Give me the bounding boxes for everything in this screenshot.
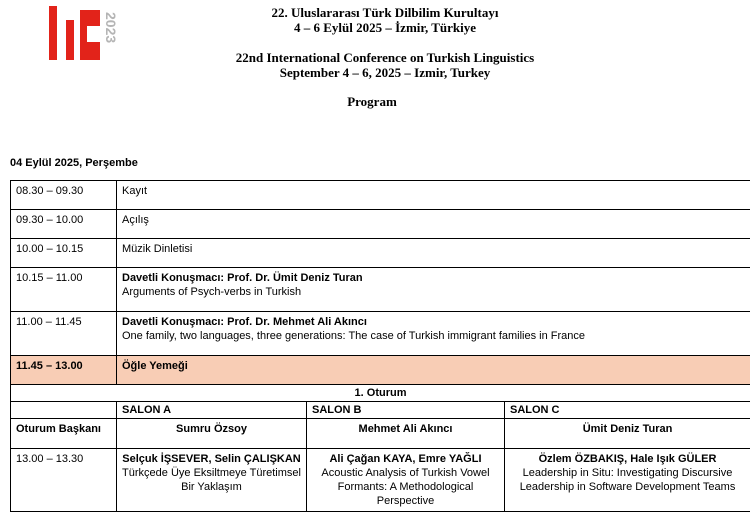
schedule-row	[11, 210, 750, 239]
schedule-row	[11, 181, 750, 210]
lunch-title: Öğle Yemeği	[117, 356, 750, 385]
talk-slot-row	[11, 449, 750, 512]
row-title: Müzik Dinletisi	[117, 239, 750, 268]
lunch-row	[11, 356, 750, 385]
header-en-title: 22nd International Conference on Turkish Linguistics	[235, 50, 535, 65]
logo-bar-mid	[66, 20, 74, 60]
talk-cell-b	[307, 449, 505, 512]
chair-label: Oturum Başkanı	[11, 419, 117, 449]
schedule-row	[11, 312, 750, 356]
chair-b: Mehmet Ali Akıncı	[307, 419, 505, 449]
hall-row-empty	[11, 402, 117, 419]
conference-logo	[46, 6, 124, 62]
speaker-title: Davetli Konuşmacı: Prof. Dr. Ümit Deniz Turan	[122, 272, 363, 284]
header-program: Program	[347, 94, 397, 109]
header-en-dates: September 4 – 6, 2025 – Izmir, Turkey	[279, 65, 491, 80]
talk-cell-a	[117, 449, 307, 512]
talk-title: Leadership in Situ: Investigating Discursive Leadership in Software Development Teams	[519, 467, 736, 493]
logo-bar-left	[49, 6, 57, 60]
logo-cut	[87, 26, 100, 42]
chair-c: Ümit Deniz Turan	[505, 419, 750, 449]
row-time: 11.00 – 11.45	[11, 312, 117, 356]
slot-time: 13.00 – 13.30	[11, 449, 117, 512]
row-time: 08.30 – 09.30	[11, 181, 117, 210]
speaker-title: Davetli Konuşmacı: Prof. Dr. Mehmet Ali Akıncı	[122, 316, 367, 328]
day-heading: 04 Eylül 2025, Perşembe	[10, 157, 138, 169]
talk-title: Türkçede Üye Eksiltmeye Türetimsel Bir Yaklaşım	[122, 467, 301, 493]
talk-cell-c	[505, 449, 750, 512]
row-content	[117, 268, 750, 312]
session-title-row	[11, 385, 750, 402]
header-tr-title: 22. Uluslararası Türk Dilbilim Kurultayı	[271, 5, 499, 20]
talk-authors: Selçuk İŞSEVER, Selin ÇALIŞKAN	[122, 453, 301, 465]
chair-row	[11, 419, 750, 449]
lunch-time: 11.45 – 13.00	[11, 356, 117, 385]
row-time: 09.30 – 10.00	[11, 210, 117, 239]
schedule-table	[10, 180, 750, 512]
row-content	[117, 312, 750, 356]
talk-title: Arguments of Psych-verbs in Turkish	[122, 286, 302, 298]
session-title: 1. Oturum	[11, 385, 750, 402]
row-time: 10.00 – 10.15	[11, 239, 117, 268]
hall-row	[11, 402, 750, 419]
header-tr-dates: 4 – 6 Eylül 2025 – İzmir, Türkiye	[293, 20, 477, 35]
logo-year: 2023	[103, 12, 119, 44]
hall-name-b: SALON B	[307, 402, 505, 419]
hall-name-a: SALON A	[117, 402, 307, 419]
talk-authors: Ali Çağan KAYA, Emre YAĞLI	[329, 453, 482, 465]
schedule-row	[11, 239, 750, 268]
row-title: Açılış	[117, 210, 750, 239]
chair-a: Sumru Özsoy	[117, 419, 307, 449]
schedule-row	[11, 268, 750, 312]
talk-authors: Özlem ÖZBAKIŞ, Hale Işık GÜLER	[538, 453, 717, 465]
talk-title: Acoustic Analysis of Turkish Vowel Formants: A Methodological Perspective	[321, 467, 490, 507]
hall-name-c: SALON C	[505, 402, 750, 419]
talk-title: One family, two languages, three generations: The case of Turkish immigrant families in France	[122, 330, 586, 342]
row-time: 10.15 – 11.00	[11, 268, 117, 312]
row-title: Kayıt	[117, 181, 750, 210]
